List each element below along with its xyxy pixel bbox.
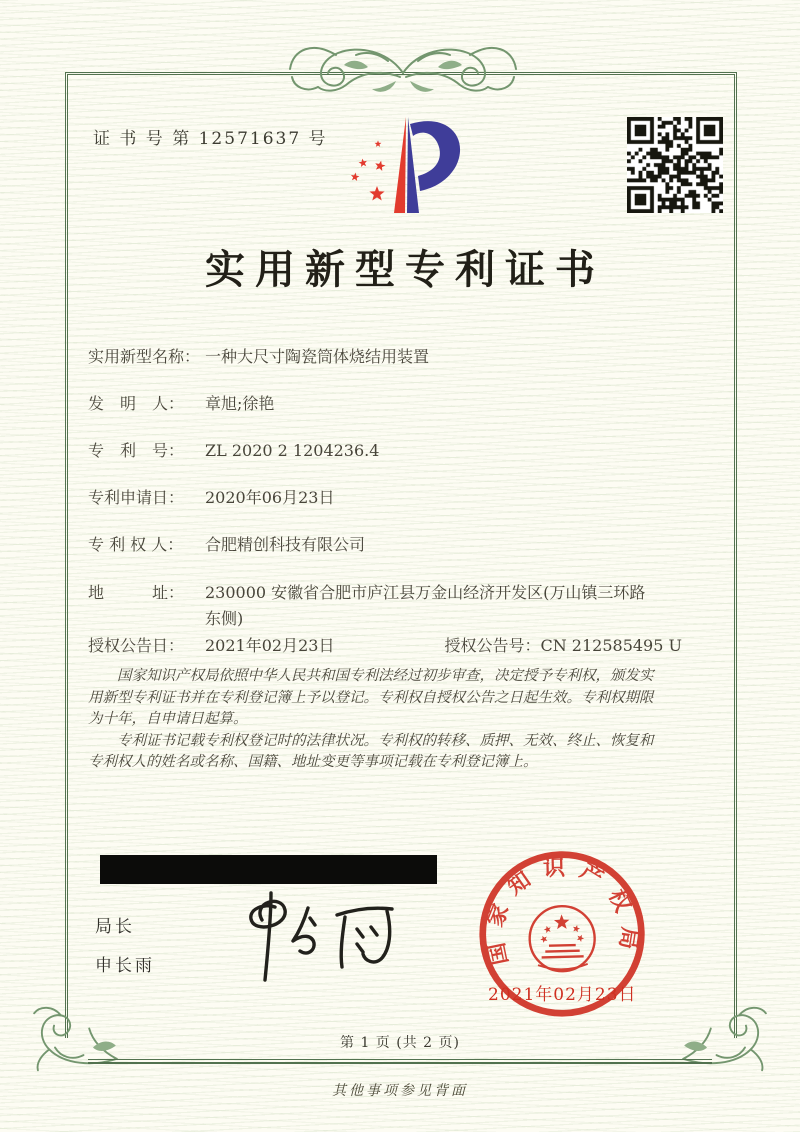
field-value: 2021年02月23日: [205, 636, 335, 655]
top-flourish-ornament: [288, 33, 518, 109]
certificate-number: 证 书 号 第 12571637 号: [93, 129, 328, 149]
field-label: 授权公告日：: [88, 636, 185, 655]
field-value: ZL 2020 2 1204236.4: [205, 441, 380, 460]
field-row-name: [88, 345, 688, 392]
field-row-patent-no: [88, 439, 688, 486]
field-label: 专利申请日：: [88, 488, 185, 507]
field-value: 合肥精创科技有限公司: [205, 535, 366, 554]
field-label: 专 利 号：: [88, 441, 185, 460]
qr-code: [627, 117, 723, 213]
signer-title: 局长: [95, 917, 135, 937]
field-label: 专 利 权 人：: [88, 535, 184, 554]
page-number: 第 1 页 (共 2 页): [340, 1035, 460, 1051]
field-row-filing-date: [88, 486, 688, 533]
field-row-address: [88, 580, 688, 634]
signer-block: [95, 912, 155, 990]
field-row-patentee: [88, 533, 688, 580]
bottom-rule: [88, 1059, 712, 1064]
redaction-bar: [100, 855, 437, 884]
field-value: 章旭;徐艳: [205, 394, 275, 413]
legal-paragraph-1: 国家知识产权局依照中华人民共和国专利法经过初步审查，决定授予专利权，颁发实用新型专利证书并在专利登记簿上予以登记。专利权自授权公告之日起生效。专利权期限为十年，自申请日起算。: [88, 668, 654, 727]
field-label: 实用新型名称：: [88, 347, 201, 366]
seal-date: 2021年02月23日: [488, 985, 637, 1005]
field-value: 一种大尺寸陶瓷筒体烧结用装置: [205, 347, 430, 366]
signature-shen-changyu: [222, 888, 412, 992]
field-label: 发 明 人：: [88, 394, 185, 413]
signer-name: 申长雨: [95, 956, 155, 976]
field-label: 地 址：: [88, 583, 185, 602]
field-list: [88, 345, 688, 681]
legal-paragraph-2: 专利证书记载专利权登记时的法律状况。专利权的转移、质押、无效、终止、恢复和专利权人的姓名或名称、国籍、地址变更等事项记载在专利登记簿上。: [88, 732, 654, 770]
certificate-title: 实用新型专利证书: [205, 246, 605, 293]
grant-no-label: 授权公告号：: [444, 636, 541, 655]
field-value: 2020年06月23日: [205, 488, 335, 507]
cnipa-logo-icon: [336, 114, 470, 218]
grant-no-value: CN 212585495 U: [540, 636, 682, 655]
field-value: 230000 安徽省合肥市庐江县万金山经济开发区(万山镇三环路东侧): [205, 583, 646, 628]
field-row-inventor: [88, 392, 688, 439]
seal-text: 国家知识产权局: [480, 854, 643, 968]
legal-text: [88, 666, 656, 774]
back-side-note: 其他事项参见背面: [332, 1083, 468, 1099]
